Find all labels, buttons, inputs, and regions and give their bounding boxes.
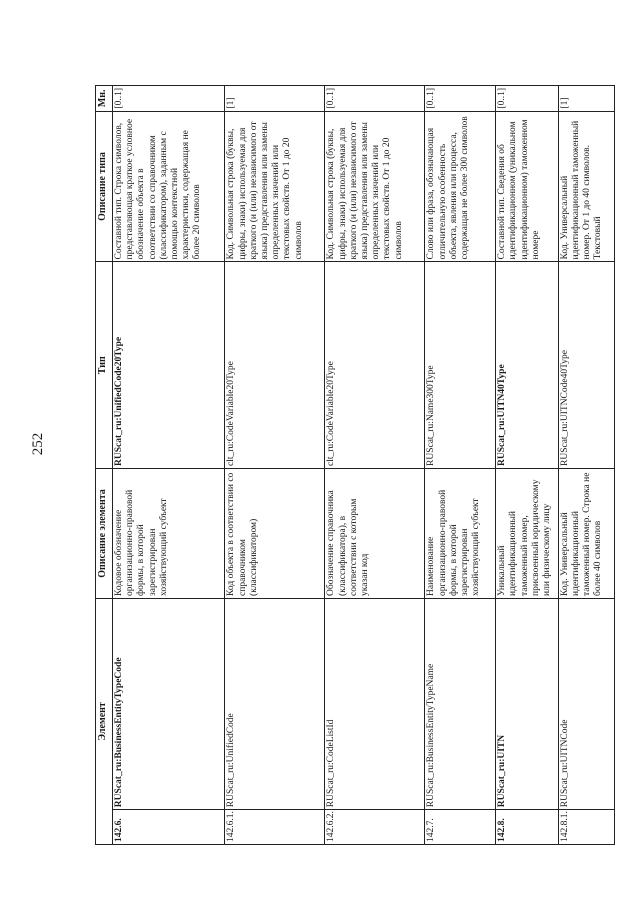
element-name: RUScat_ru:UITNCode <box>558 598 614 809</box>
element-description: Код объекта в соответствии со справочником (классификатором) <box>225 469 325 599</box>
row-number: 142.6.1. <box>225 810 325 845</box>
multiplicity: [1] <box>558 86 614 112</box>
row-number: 142.7. <box>425 810 496 845</box>
multiplicity: [0..1] <box>113 86 225 112</box>
schema-table <box>95 85 615 845</box>
element-description: Уникальный идентификационный таможенный номер, присвоенный юридическому или физическому лицу <box>496 469 558 599</box>
header-element-description: Описание элемента <box>96 469 113 599</box>
type-description: Код. Символьная строка (буквы, цифры, знаки) используемая для краткого (и (или) независимого от языка) представления или замены определенных значений или текстовых свойств. От 1 до 20 символов <box>325 111 425 262</box>
page-number: 252 <box>30 432 46 456</box>
row-number: 142.6.2. <box>325 810 425 845</box>
multiplicity: [0..1] <box>496 86 558 112</box>
type-name: clt_ru:CodeVariable20Type <box>325 262 425 469</box>
row-number: 142.8. <box>496 810 558 845</box>
element-description: Обозначение справочника (классификатора), в соответствии с которым указан код <box>325 469 425 599</box>
header-element: Элемент <box>96 598 113 844</box>
element-description: Код. Универсальный идентификационный таможенный номер. Строка не более 40 символов <box>558 469 614 599</box>
element-name: RUScat_ru:CodeListId <box>325 598 425 809</box>
type-name: RUScat_ru:Name300Type <box>425 262 496 469</box>
multiplicity: [1] <box>225 86 325 112</box>
row-number: 142.6. <box>113 810 225 845</box>
type-name: RUScat_ru:UnifiedCode20Type <box>113 262 225 469</box>
element-name: RUScat_ru:BusinessEntityTypeCode <box>113 598 225 809</box>
type-name: RUScat_ru:UITN40Type <box>496 262 558 469</box>
element-name: RUScat_ru:UnifiedCode <box>225 598 325 809</box>
rotated-table-container <box>95 85 615 845</box>
element-description: Кодовое обозначение организационно-правовой формы, в которой зарегистрирован хозяйствующий субъект <box>113 469 225 599</box>
table-header-row <box>96 86 113 845</box>
type-description: Код. Символьная строка (буквы, цифры, знаки) используемая для краткого (и (или) независимого от языка) представления или замены определенных значений или текстовых свойств. От 1 до 20 символов <box>225 111 325 262</box>
element-description: Наименование организационно-правовой формы, в которой зарегистрирован хозяйствующий субъект <box>425 469 496 599</box>
type-description: Составной тип. Строка символов, представляющая краткое условное обозначение объекта в соответствии со справочником (классификатором), заданным с помощью контекстной характеристики, содержащая не более 20 символов <box>113 111 225 262</box>
multiplicity: [0..1] <box>325 86 425 112</box>
element-name: RUScat_ru:BusinessEntityTypeName <box>425 598 496 809</box>
header-type-description: Описание типа <box>96 111 113 262</box>
type-description: Составной тип. Сведения об идентификационном (уникальном идентификационном) таможенном номере <box>496 111 558 262</box>
table-row <box>496 86 558 845</box>
table-row <box>325 86 425 845</box>
type-name: RUScat_ru:UITNCode40Type <box>558 262 614 469</box>
type-description: Слово или фраза, обозначающая отличительную особенность объекта, явления или процесса, содержащая не более 300 символов <box>425 111 496 262</box>
table-row <box>113 86 225 845</box>
header-multiplicity: Мн. <box>96 86 113 112</box>
element-name: RUScat_ru:UITN <box>496 598 558 809</box>
table-row <box>425 86 496 845</box>
header-type: Тип <box>96 262 113 469</box>
type-name: clt_ru:CodeVariable20Type <box>225 262 325 469</box>
table-row <box>558 86 614 845</box>
table-row <box>225 86 325 845</box>
row-number: 142.8.1. <box>558 810 614 845</box>
type-description: Код. Универсальный идентификационный таможенный номер. От 1 до 40 символов. Текстовый <box>558 111 614 262</box>
multiplicity: [0..1] <box>425 86 496 112</box>
